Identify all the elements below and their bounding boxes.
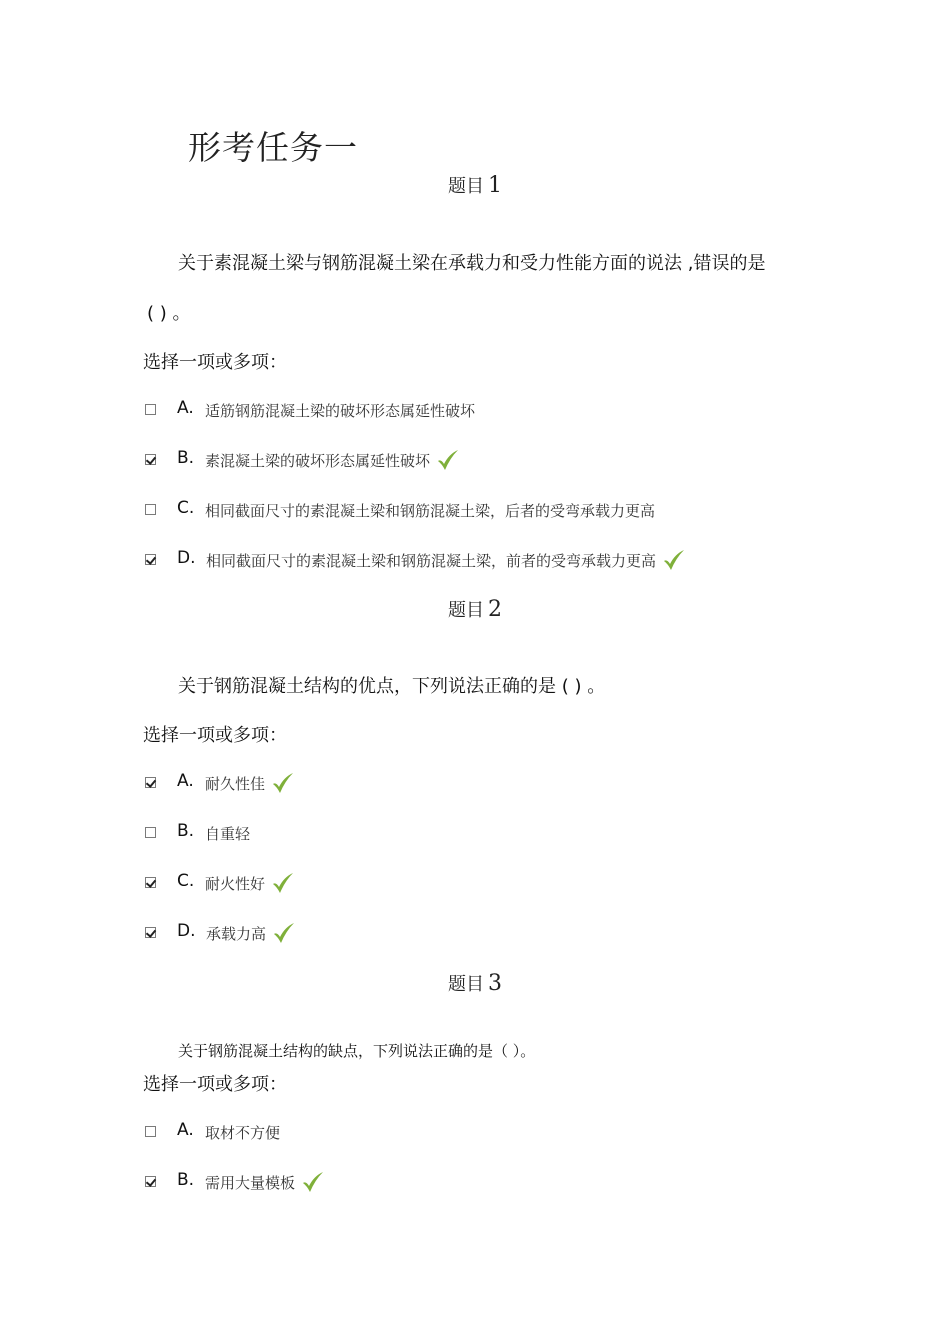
question-number: 1 bbox=[488, 173, 502, 198]
check-mark-icon bbox=[662, 548, 686, 572]
option-letter: B. bbox=[177, 1170, 195, 1190]
question-3-heading bbox=[0, 970, 950, 996]
option-label: 自重轻 bbox=[205, 825, 251, 843]
option-text bbox=[205, 450, 460, 474]
option-label: 适筋钢筋混凝土梁的破坏形态属延性破坏 bbox=[205, 402, 476, 420]
question-2-stem: 关于钢筋混凝土结构的优点，下列说法正确的是 ( ) 。 bbox=[178, 676, 606, 697]
option-letter: D. bbox=[177, 548, 196, 568]
question-1-stem-line-2: ( ) 。 bbox=[147, 303, 191, 324]
page-title: 形考任务一 bbox=[188, 128, 358, 168]
checkbox-icon[interactable] bbox=[145, 877, 156, 888]
question-3-instruction: 选择一项或多项： bbox=[143, 1074, 287, 1095]
option-letter: A. bbox=[177, 771, 194, 791]
checkbox-icon[interactable] bbox=[145, 404, 156, 415]
option-text bbox=[206, 923, 296, 947]
question-1-stem-line-1: 关于素混凝土梁与钢筋混凝土梁在承载力和受力性能方面的说法 ,错误的是 bbox=[178, 253, 766, 274]
option-letter: B. bbox=[177, 821, 195, 841]
option-text bbox=[205, 1172, 325, 1196]
question-heading-label: 题目 bbox=[448, 176, 484, 197]
option-text bbox=[205, 773, 295, 797]
option-letter: D. bbox=[177, 921, 196, 941]
check-mark-icon bbox=[301, 1170, 325, 1194]
option-label: 承载力高 bbox=[206, 925, 267, 943]
question-heading-label: 题目 bbox=[448, 974, 484, 995]
option-text bbox=[205, 823, 250, 844]
checkbox-icon[interactable] bbox=[145, 504, 156, 515]
checkbox-icon[interactable] bbox=[145, 454, 156, 465]
option-text bbox=[205, 400, 475, 421]
checkbox-icon[interactable] bbox=[145, 554, 156, 565]
option-label: 耐火性好 bbox=[205, 875, 266, 893]
question-heading-label: 题目 bbox=[448, 600, 484, 621]
question-1-heading bbox=[0, 172, 950, 198]
checkbox-icon[interactable] bbox=[145, 827, 156, 838]
question-3-stem: 关于钢筋混凝土结构的缺点，下列说法正确的是（ ）。 bbox=[178, 1042, 536, 1060]
option-letter: C. bbox=[177, 871, 195, 891]
option-label: 耐久性佳 bbox=[205, 775, 266, 793]
option-text bbox=[205, 873, 295, 897]
checkbox-icon[interactable] bbox=[145, 1176, 156, 1187]
question-number: 3 bbox=[488, 971, 502, 996]
option-label: 素混凝土梁的破坏形态属延性破坏 bbox=[205, 452, 431, 470]
option-text bbox=[205, 1122, 280, 1143]
check-mark-icon bbox=[271, 771, 295, 795]
checkbox-icon[interactable] bbox=[145, 1126, 156, 1137]
question-2-heading bbox=[0, 596, 950, 622]
question-2-instruction: 选择一项或多项： bbox=[143, 725, 287, 746]
question-1-instruction: 选择一项或多项： bbox=[143, 352, 287, 373]
check-mark-icon bbox=[272, 921, 296, 945]
checkbox-icon[interactable] bbox=[145, 777, 156, 788]
option-letter: A. bbox=[177, 398, 194, 418]
option-text bbox=[206, 550, 686, 574]
question-number: 2 bbox=[488, 597, 502, 622]
option-letter: C. bbox=[177, 498, 195, 518]
option-label: 相同截面尺寸的素混凝土梁和钢筋混凝土梁，后者的受弯承载力更高 bbox=[205, 502, 656, 520]
option-letter: A. bbox=[177, 1120, 194, 1140]
option-text bbox=[205, 500, 655, 521]
option-letter: B. bbox=[177, 448, 195, 468]
check-mark-icon bbox=[271, 871, 295, 895]
option-label: 相同截面尺寸的素混凝土梁和钢筋混凝土梁，前者的受弯承载力更高 bbox=[206, 552, 657, 570]
check-mark-icon bbox=[436, 448, 460, 472]
option-label: 取材不方便 bbox=[205, 1124, 281, 1142]
checkbox-icon[interactable] bbox=[145, 927, 156, 938]
option-label: 需用大量模板 bbox=[205, 1174, 296, 1192]
